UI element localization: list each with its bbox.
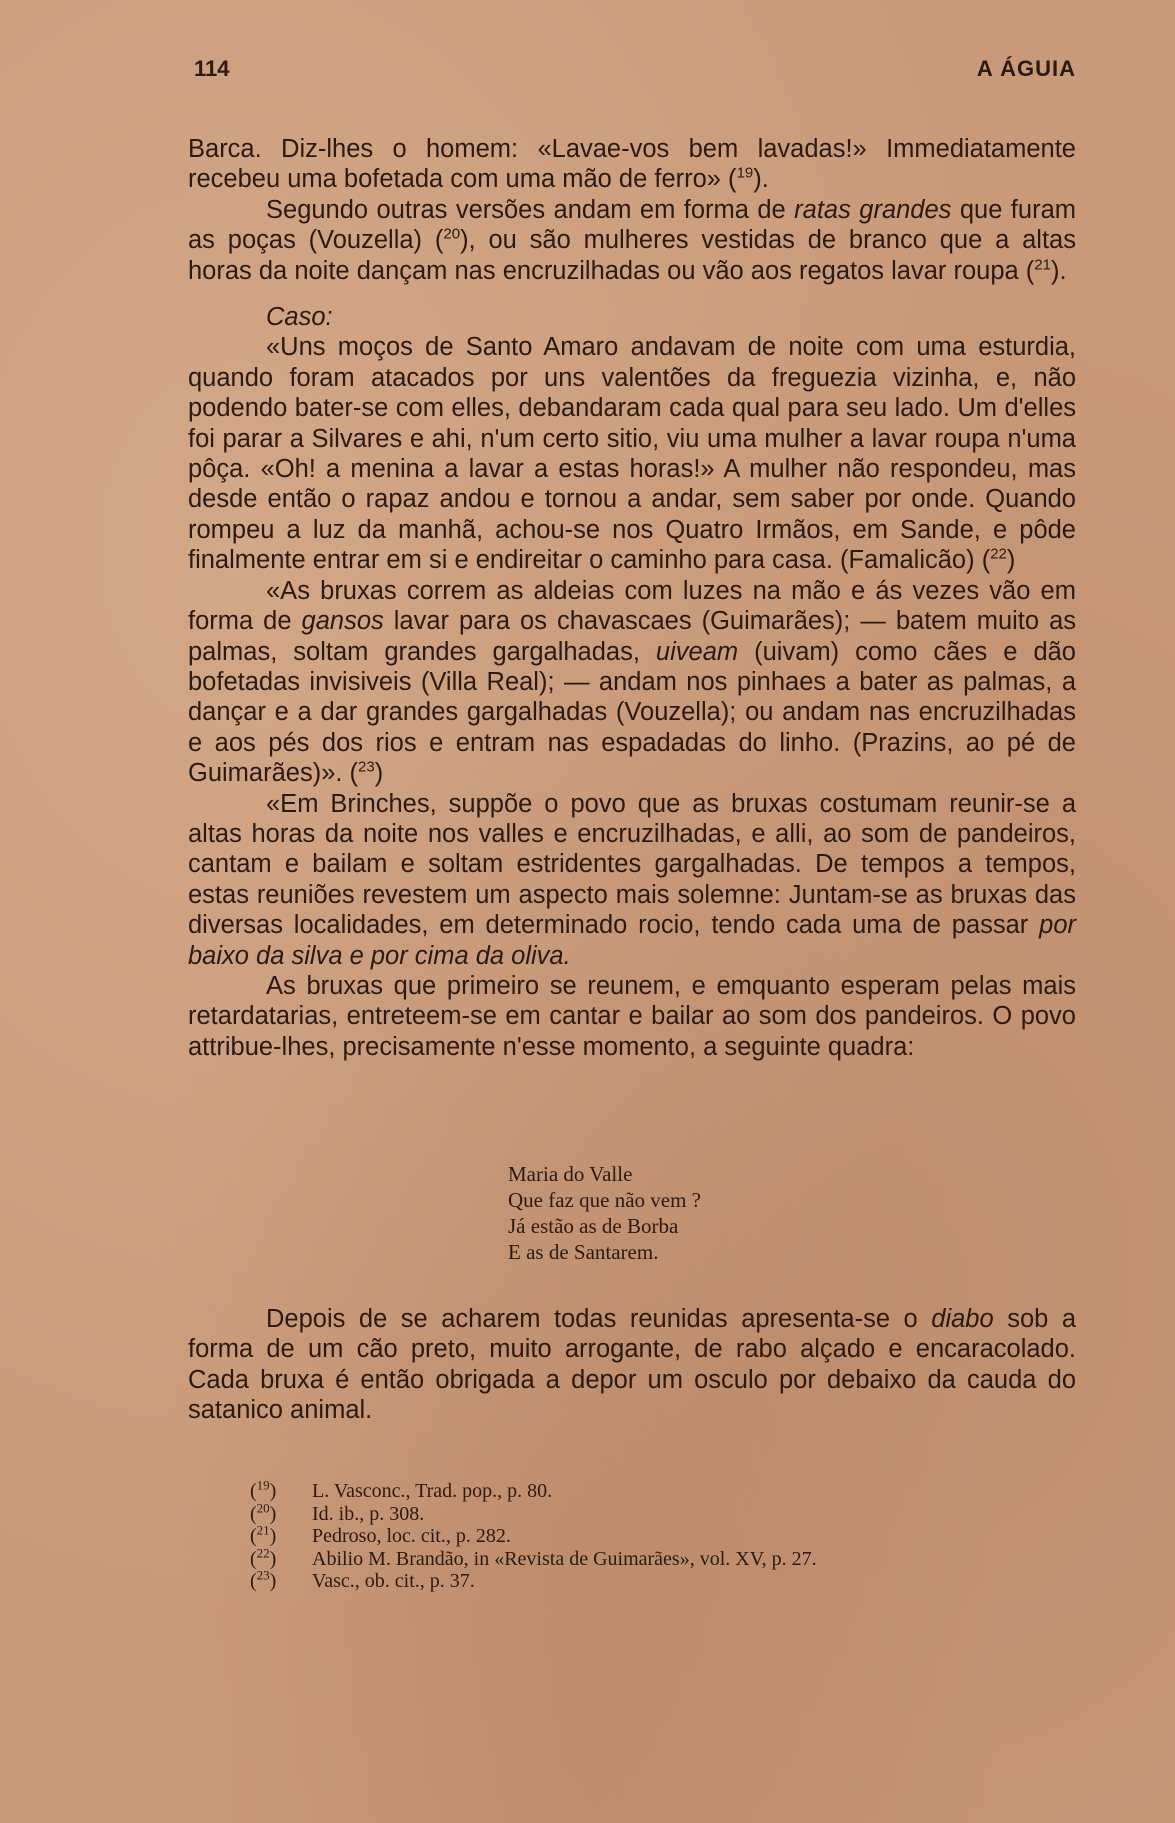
running-title: A ÁGUIA [976,56,1076,81]
paragraph-3: «Uns moços de Santo Amaro andavam de noite com uma esturdia, quando foram atacados por uns valentões da freguezia vizinha, e, não podendo bater-se com elles, debandaram cada qual para seu lado. Um d'elles foi parar a Silvares e ahi, n'um certo sitio, viu uma mulher a lavar roupa n'uma pôça. «Oh! a menina a lavar a estas horas!» A mulher não respondeu, mas desde então o rapaz andou e tornou a andar, sem saber por onde. Quando rompeu a luz da manhã, achou-se nos Quatro Irmãos, em Sande, e pôde finalmente entrar em si e endireitar o caminho para casa. (Famalicão) ($^{22}$) [188,333,1076,575]
page-number: 114 [194,56,230,81]
verse-line: Que faz que não vem ? [508,1188,701,1212]
verse-line: Maria do Valle [508,1162,633,1186]
body-text [188,134,1076,1062]
paragraph-2: Segundo outras versões andam em forma de ratas grandes que furam as poças (Vouzella) ($^{20}$), ou são mulheres vestidas de branco que a altas horas da noite dançam nas encruzilhadas ou vão aos regatos lavar roupa ($^{21}$). [188,195,1076,285]
paragraph-1: Barca. Diz-lhes o homem: «Lavae-vos bem lavadas!» Immediatamente recebeu uma bofetada com uma mão de ferro» ($^{19}$). [188,135,1076,194]
verse-line: Já estão as de Borba [508,1214,679,1238]
footnotes [250,1477,1010,1593]
footnote: ($^{19}$) L. Vasconc., Trad. pop., p. 80. [250,1477,553,1502]
paragraph-5: «Em Brinches, suppõe o povo que as bruxas costumam reunir-se a altas horas da noite nos valles e encruzilhadas, e alli, ao som de pandeiros, cantam e bailam e soltam estridentes gargalhadas. De tempos a tempos, estas reuniões revestem um aspecto mais solemne: Juntam-se as bruxas das diversas localidades, em determinado rocio, tendo cada uma de passar por baixo da silva e por cima da oliva. [188,789,1076,970]
footnote: ($^{20}$) Id. ib., p. 308. [250,1499,425,1525]
footnote: ($^{23}$) Vasc., ob. cit., p. 37. [250,1567,475,1592]
page-header [194,56,1076,88]
verse-line: E as de Santarem. [508,1240,659,1264]
paragraph-6: As bruxas que primeiro se reunem, e emquanto esperam pelas mais retardatarias, entreteem-se em cantar e bailar ao som dos pandeiros. O povo attribue-lhes, precisamente n'esse momento, a seguinte quadra: [188,971,1076,1061]
verse-quatrain [508,1161,828,1265]
paragraph-7: Depois de se acharem todas reunidas apresenta-se o diabo sob a forma de um cão preto, muito arrogante, de rabo alçado e encaracolado. Cada bruxa é então obrigada a depor um osculo por debaixo da cauda do satanico animal. [188,1305,1077,1425]
footnote: ($^{21}$) Pedroso, loc. cit., p. 282. [250,1522,511,1547]
paragraph-4: «As bruxas correm as aldeias com luzes na mão e ás vezes vão em forma de gansos lavar para os chavascaes (Guimarães); — batem muito as palmas, soltam grandes gargalhadas, uiveam (uivam) como cães e dão bofetadas invisiveis (Villa Real); — andam nos pinhaes a bater as palmas, a dançar e a dar grandes gargalhadas (Vouzella); ou andam nas encruzilhadas e aos pés dos rios e entram nas espadadas do linho. (Prazins, ao pé de Guimarães)». ($^{23}$) [188,576,1076,788]
caso-label: Caso: [266,303,333,332]
footnote: ($^{22}$) Abilio M. Brandão, in «Revista de Guimarães», vol. XV, p. 27. [250,1544,817,1570]
body-text-continued [188,1304,1076,1426]
